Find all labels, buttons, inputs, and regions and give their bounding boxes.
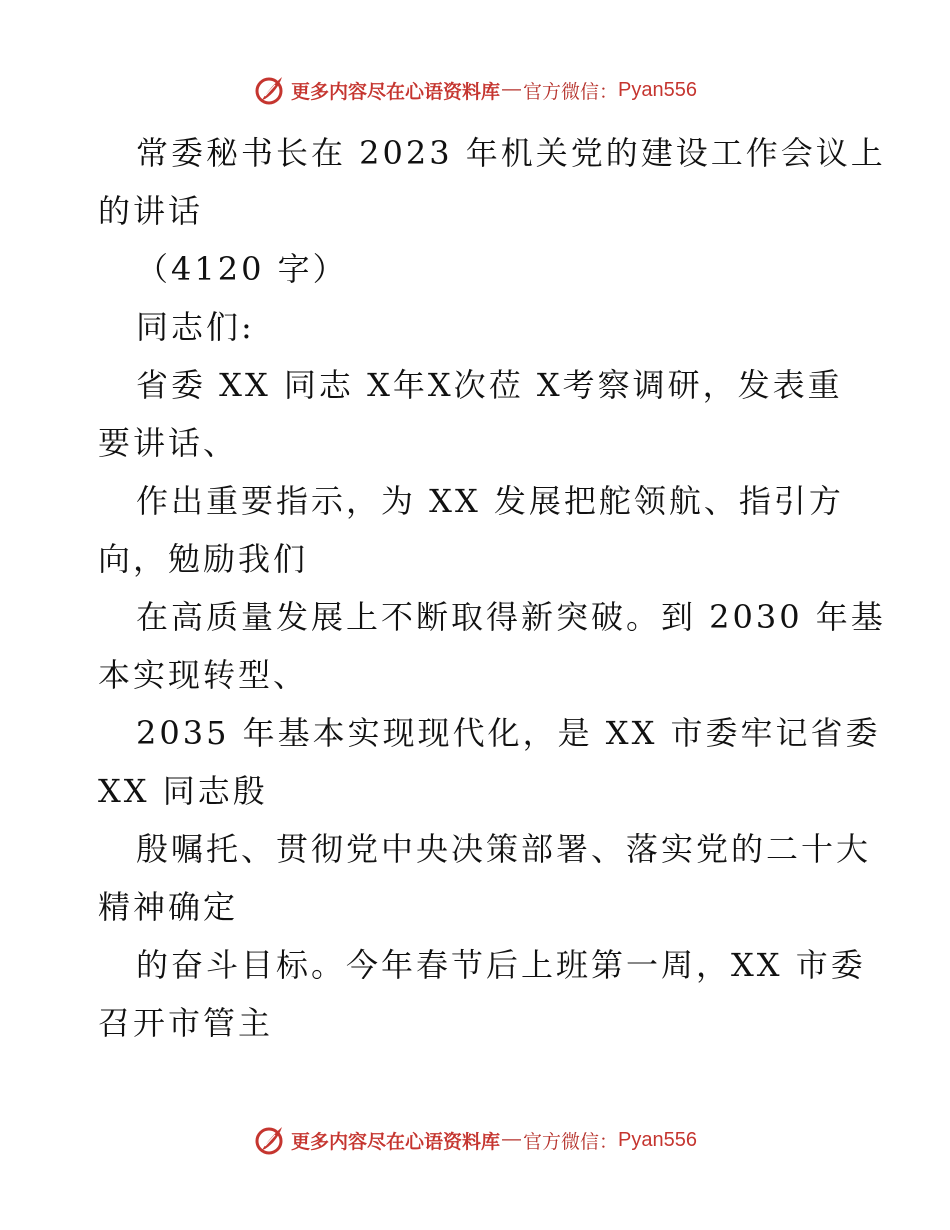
banner-separator: — [502, 79, 522, 100]
feather-pen-logo-icon [253, 1124, 285, 1156]
wechat-id: Pyan556 [618, 1128, 697, 1151]
banner-separator: — [502, 1129, 522, 1150]
text-line: 本实现转型、 [98, 656, 309, 694]
wechat-label: 官方微信： [523, 1130, 619, 1153]
text-line: 在高质量发展上不断取得新突破。到 2030 年基 [136, 598, 886, 636]
text-line: 要讲话、 [98, 424, 239, 462]
paragraph [98, 356, 868, 472]
document-body [98, 124, 886, 1052]
wechat-label: 官方微信： [523, 80, 619, 103]
paragraph [98, 936, 868, 1052]
footer-banner [0, 1120, 950, 1160]
salutation [98, 298, 868, 356]
paragraph [98, 820, 872, 936]
text-line: 的奋斗目标。今年春节后上班第一周，XX 市委 [136, 946, 866, 984]
text-line: 向，勉励我们 [98, 540, 309, 578]
document-title [98, 124, 886, 240]
paragraph [98, 472, 868, 588]
site-name: 更多内容尽在心语资料库 [291, 80, 501, 103]
paragraph [98, 588, 886, 704]
text-line: 精神确定 [98, 888, 239, 926]
paragraph [98, 704, 881, 820]
text-line: 的讲话 [98, 192, 204, 230]
text-line: 召开市管主 [98, 1004, 274, 1042]
text-line: 2035 年基本实现现代化，是 XX 市委牢记省委 [136, 714, 881, 752]
feather-pen-logo-icon [253, 74, 285, 106]
text-line: 同志们: [136, 308, 255, 346]
text-line: （4120 字） [136, 250, 348, 288]
site-name: 更多内容尽在心语资料库 [291, 1130, 501, 1153]
word-count [98, 240, 868, 298]
text-line: 常委秘书长在 2023 年机关党的建设工作会议上 [136, 134, 886, 172]
text-line: XX 同志殷 [98, 772, 268, 810]
header-banner [0, 70, 950, 110]
text-line: 省委 XX 同志 X年X次莅 X考察调研，发表重 [136, 366, 843, 404]
text-line: 殷嘱托、贯彻党中央决策部署、落实党的二十大 [136, 830, 872, 868]
text-line: 作出重要指示，为 XX 发展把舵领航、指引方 [136, 482, 844, 520]
wechat-id: Pyan556 [618, 78, 697, 101]
